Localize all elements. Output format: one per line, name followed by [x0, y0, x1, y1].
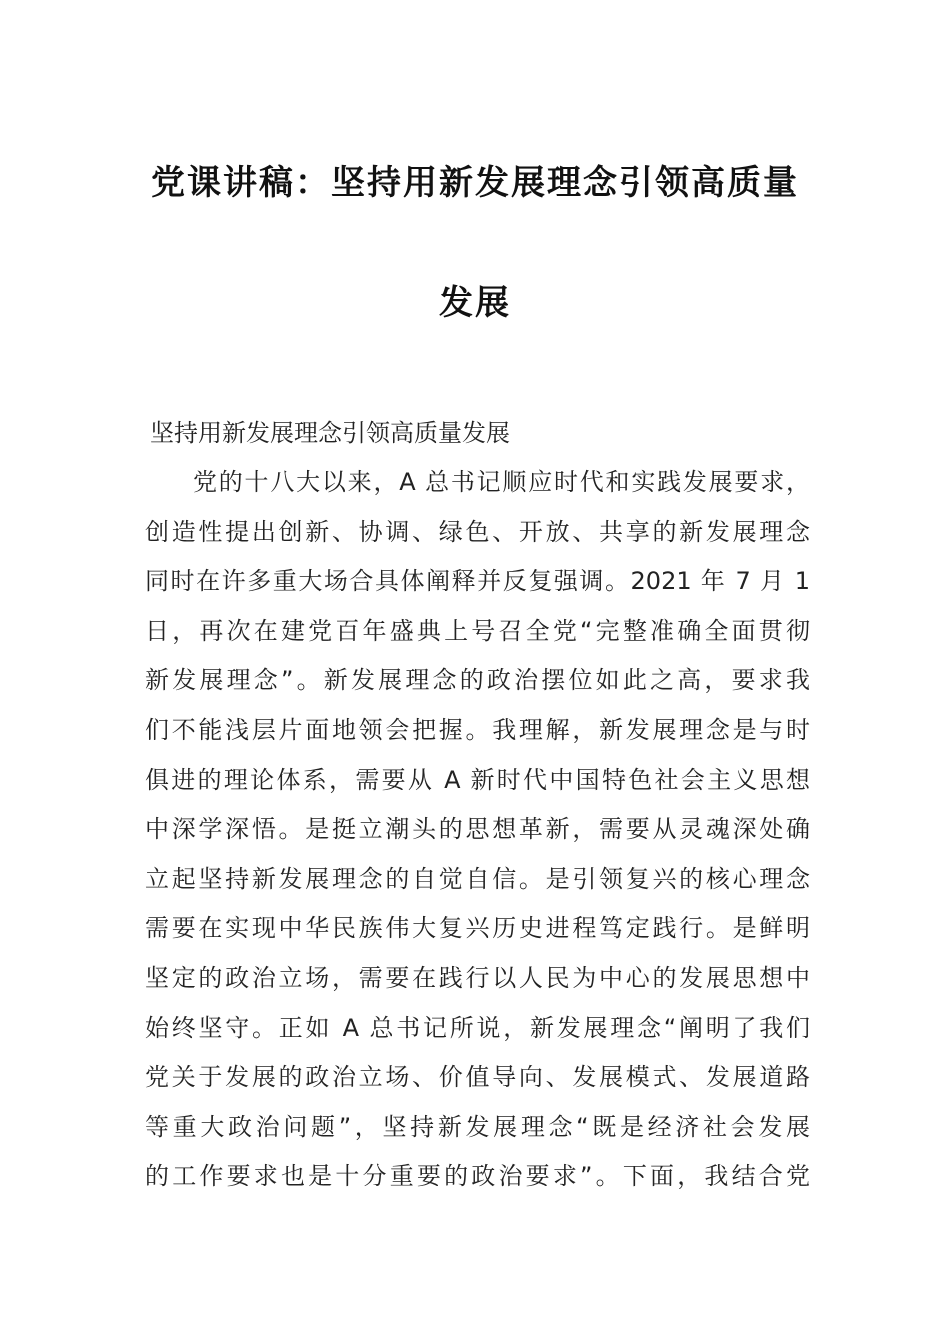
- body-line: 中深学深悟。是挺立潮头的思想革新，需要从灵魂深处确: [145, 815, 810, 844]
- body-line: 们不能浅层片面地领会把握。我理解，新发展理念是与时: [145, 715, 810, 744]
- body-line: 党关于发展的政治立场、价值导向、发展模式、发展道路: [145, 1063, 810, 1092]
- document-subtitle: 坚持用新发展理念引领高质量发展: [150, 419, 510, 447]
- body-line: 新发展理念”。新发展理念的政治摆位如此之高，要求我: [145, 666, 810, 695]
- body-line: 坚定的政治立场，需要在践行以人民为中心的发展思想中: [145, 963, 810, 992]
- body-line: 立起坚持新发展理念的自觉自信。是引领复兴的核心理念: [145, 864, 810, 893]
- document-title-line-2: 发展: [439, 283, 511, 323]
- body-line: 党的十八大以来，A 总书记顺应时代和实践发展要求，: [193, 468, 810, 496]
- body-line: 的工作要求也是十分重要的政治要求”。下面，我结合党: [145, 1162, 810, 1191]
- document-title-line-1: 党课讲稿：坚持用新发展理念引领高质量: [151, 163, 799, 203]
- document-body: [145, 462, 810, 1206]
- body-line: 始终坚守。正如 A 总书记所说，新发展理念“阐明了我们: [145, 1013, 810, 1042]
- body-line: 同时在许多重大场合具体阐释并反复强调。2021 年 7 月 1: [145, 567, 810, 596]
- body-line: 创造性提出创新、协调、绿色、开放、共享的新发展理念: [145, 517, 810, 546]
- body-line: 日，再次在建党百年盛典上号召全党“完整准确全面贯彻: [145, 616, 810, 645]
- body-line: 需要在实现中华民族伟大复兴历史进程笃定践行。是鲜明: [145, 914, 810, 943]
- body-line: 俱进的理论体系，需要从 A 新时代中国特色社会主义思想: [145, 765, 810, 794]
- body-line: 等重大政治问题”，坚持新发展理念“既是经济社会发展: [145, 1112, 810, 1141]
